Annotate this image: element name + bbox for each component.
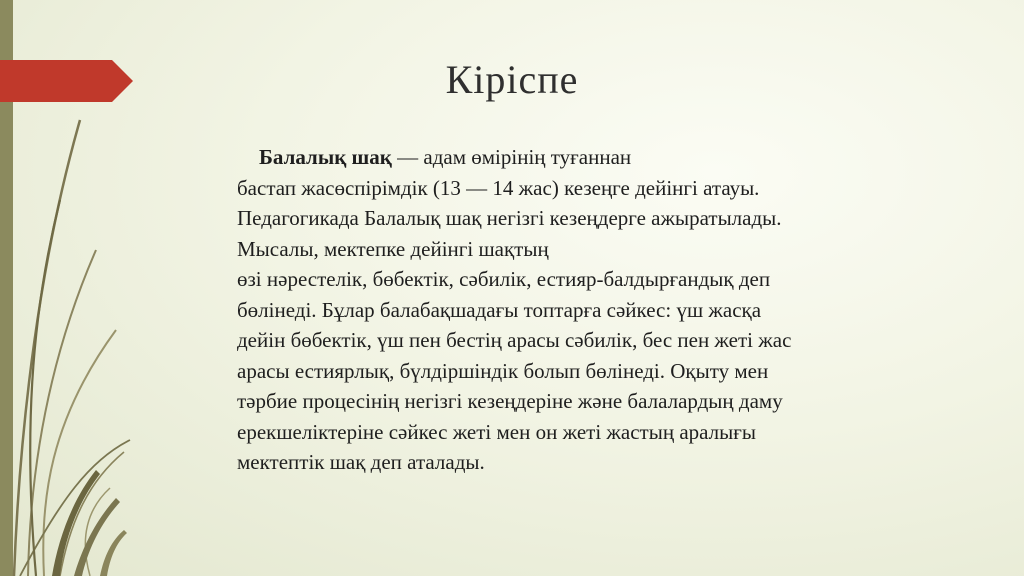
body-text [237,142,927,478]
slide-title: Кіріспе [445,57,579,102]
text-line: бөлінеді. Бұлар балабақшадағы топтарға сәйкес: үш жасқа [237,297,762,322]
text-line: ерекшеліктеріне сәйкес жеті мен он жеті жастың аралығы [237,419,756,444]
text-line: тәрбие процесінің негізгі кезеңдеріне және балалардың даму [237,389,783,413]
text-line: мектептік шақ деп аталады. [237,450,485,474]
text-line: бастап жасөспірімдік (13 — 14 жас) кезеңге дейінгі атауы. [237,175,760,200]
first-line-rest: — адам өмірінің туғаннан [391,145,632,169]
text-line: арасы естиярлық, бүлдіршіндік болып бөлінеді. Оқыту мен [237,358,769,383]
term-bold: Балалық шақ [259,145,392,169]
text-line: дейін бөбектік, үш пен бестің арасы сәбилік, бес пен жеті жас [237,328,792,352]
text-line: өзі нәрестелік, бөбектік, сәбилік, естияр-балдырғандық деп [237,267,771,291]
first-line [237,142,927,173]
text-line: Педагогикада Балалық шақ негізгі кезеңдерге ажыратылады. [237,206,782,230]
text-line: Мысалы, мектепке дейінгі шақтың [237,236,549,261]
